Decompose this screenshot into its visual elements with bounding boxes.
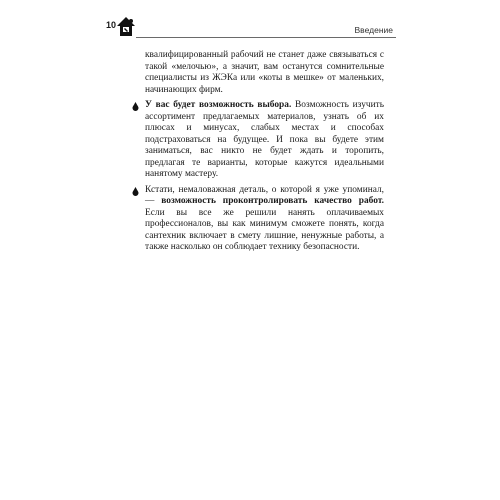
bullet-text: Возможность изучить ассортимент предлагаемых материалов, узнать об их плюсах и минусах, слабых местах и способах подстраховаться на будущее. И пока вы будете этим заниматься, вас никто не будет ждать и торопить, предлагая те варианты, которые кажутся идеальными нанятому мастеру.	[145, 100, 384, 179]
bullet-text: Если вы все же решили нанять оплачиваемых профессионалов, вы как минимум сможете понять, когда сантехник включает в смету лишние, ненужные работы, а также насколько он соблюдает технику безопасности.	[145, 207, 384, 252]
bullet-pre-text: Кстати, немаловажная деталь, о которой я уже упоминал, —	[145, 184, 384, 206]
page-number: 10	[106, 20, 117, 30]
page-header	[106, 14, 396, 38]
continuation-paragraph: квалифицированный рабочий не станет даже связываться с такой «мелочью», а значит, вам останутся сомнительные специалисты из ЖЭКа или «коты в мешке» от маленьких, начинающих фирм.	[145, 50, 384, 95]
section-title: Введение	[354, 25, 393, 35]
bullet-bold-phrase: возможность проконтролировать качество работ.	[161, 196, 384, 206]
bullet-paragraph	[145, 185, 384, 254]
bullet-paragraph	[145, 100, 384, 181]
water-drop-icon	[132, 187, 139, 196]
list-item	[145, 100, 384, 181]
wrench-house-logo	[115, 15, 137, 37]
bullet-bold-lead: У вас будет возможность выбора.	[145, 100, 292, 110]
page-content	[145, 50, 384, 254]
water-drop-icon	[132, 102, 139, 111]
list-item	[145, 185, 384, 254]
header-divider	[136, 37, 396, 38]
